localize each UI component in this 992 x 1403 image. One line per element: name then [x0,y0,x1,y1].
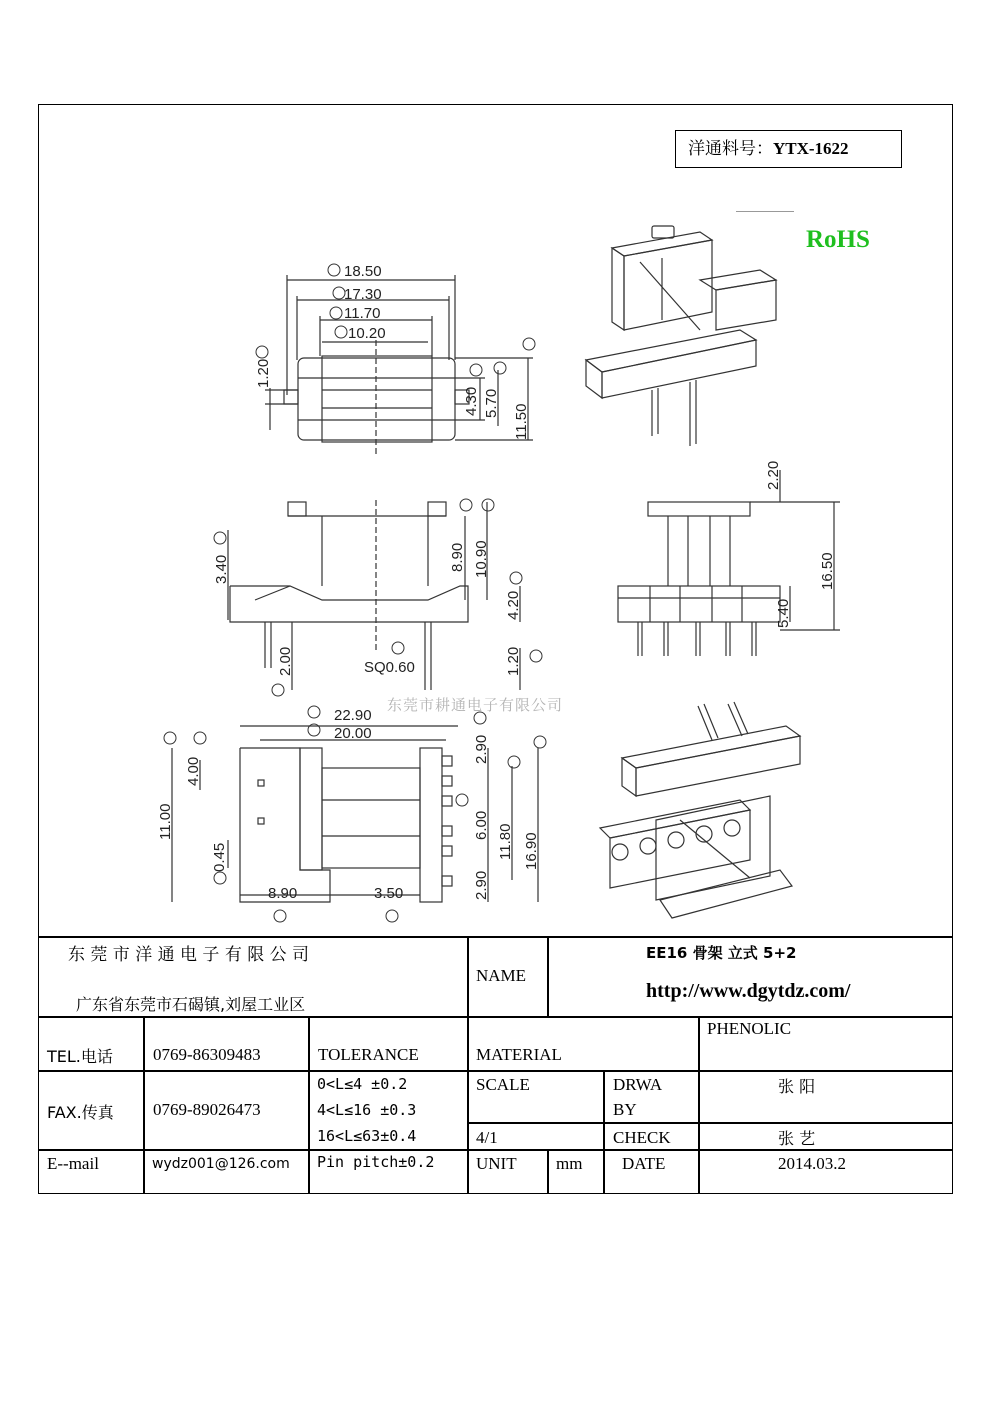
side-view [618,470,840,656]
dim-t: 0.45 [211,842,228,872]
dim-p: 22.90 [334,707,372,724]
dim-x: 16.90 [523,832,540,870]
dim-h: 11.50 [513,403,530,440]
tel-value: 0769-86309483 [153,1045,261,1064]
tb-vline-2 [547,936,549,1016]
dim-u: 2.90 [473,734,490,764]
tb-line-3 [38,1070,953,1072]
material-value: PHENOLIC [707,1019,792,1038]
scale-value: 4/1 [476,1128,498,1147]
dim-c: 11.70 [344,305,381,322]
dim-q: 20.00 [334,725,372,742]
dim-k: 3.40 [213,554,230,584]
material-label: MATERIAL [476,1045,562,1064]
dim-side-bottom: 5.40 [775,598,792,628]
tb-vline-3 [143,1016,145,1194]
drawn-by-value: 张 阳 [778,1077,816,1096]
dim-e: 1.20 [255,358,272,388]
tb-vline-6 [603,1070,605,1194]
tolerance-row-2: 4<L≤16 ±0.3 [317,1101,417,1119]
fax-label: FAX.传真 [47,1103,114,1122]
website-url: http://www.dgytdz.com/ [646,980,851,1002]
date-value: 2014.03.2 [778,1154,846,1173]
dim-n: 2.00 [277,646,294,676]
dim-u-bottom: 2.90 [473,870,490,900]
dim-j: 10.90 [473,540,490,578]
name-label: NAME [476,966,527,985]
scale-label: SCALE [476,1075,530,1094]
watermark: 东莞市耕通电子有限公司 [387,696,564,714]
top-view [265,275,533,455]
tolerance-label: TOLERANCE [318,1045,419,1064]
dim-s: 4.00 [185,756,202,786]
dim-b: 17.30 [344,286,382,303]
email-value: wydz001@126.com [152,1156,290,1172]
company-name: 东 莞 市 洋 通 电 子 有 限 公 司 [68,945,310,965]
part-number-label: 洋通料号： [688,139,773,159]
tb-line-5 [38,1149,953,1151]
dim-v: 6.00 [473,810,490,840]
tb-line-top [38,936,953,938]
dim-m: 1.20 [505,646,522,676]
tb-vline-5 [698,1016,700,1194]
dim-a: 18.50 [344,263,382,280]
dim-z: 3.50 [374,885,404,902]
drawn-by-label-1: DRWA [613,1075,663,1094]
drawn-by-label-2: BY [613,1100,637,1119]
name-value: EE16 骨架 立式 5+2 [646,944,797,962]
dim-d: 10.20 [348,325,386,342]
unit-label: UNIT [476,1154,517,1173]
rohs-mark: RoHS [806,226,870,253]
check-label: CHECK [613,1128,671,1147]
part-number-value: YTX-1622 [773,139,849,158]
fax-value: 0769-89026473 [153,1100,261,1119]
company-address: 广东省东莞市石碣镇,刘屋工业区 [76,995,306,1014]
dim-g: 5.70 [483,388,500,418]
tb-vline-4 [308,1016,310,1194]
date-label: DATE [622,1154,666,1173]
tb-line-4a [467,1122,953,1124]
dim-side-total: 16.50 [819,552,836,590]
tel-label: TEL.电话 [47,1047,113,1066]
dim-y: 8.90 [268,885,298,902]
unit-value: mm [556,1154,583,1173]
dim-i: 8.90 [449,542,466,572]
dim-side-top: 2.20 [765,460,782,490]
dim-w: 11.80 [497,823,514,860]
tolerance-row-1: 0<L≤4 ±0.2 [317,1075,408,1093]
dim-r: 11.00 [157,803,174,840]
dim-l: 4.20 [505,590,522,620]
isometric-view-bottom [600,702,800,918]
isometric-view-top [586,226,776,446]
tolerance-row-4: Pin pitch±0.2 [317,1153,435,1171]
check-value: 张 艺 [778,1129,816,1148]
email-label: E--mail [47,1154,99,1173]
tolerance-row-3: 16<L≤63±0.4 [317,1127,417,1145]
tb-line-2 [38,1016,953,1018]
dim-f: 4.30 [463,386,480,416]
tb-vline-7 [547,1149,549,1194]
dim-o: SQ0.60 [364,659,415,676]
tb-vline-1 [467,936,469,1194]
